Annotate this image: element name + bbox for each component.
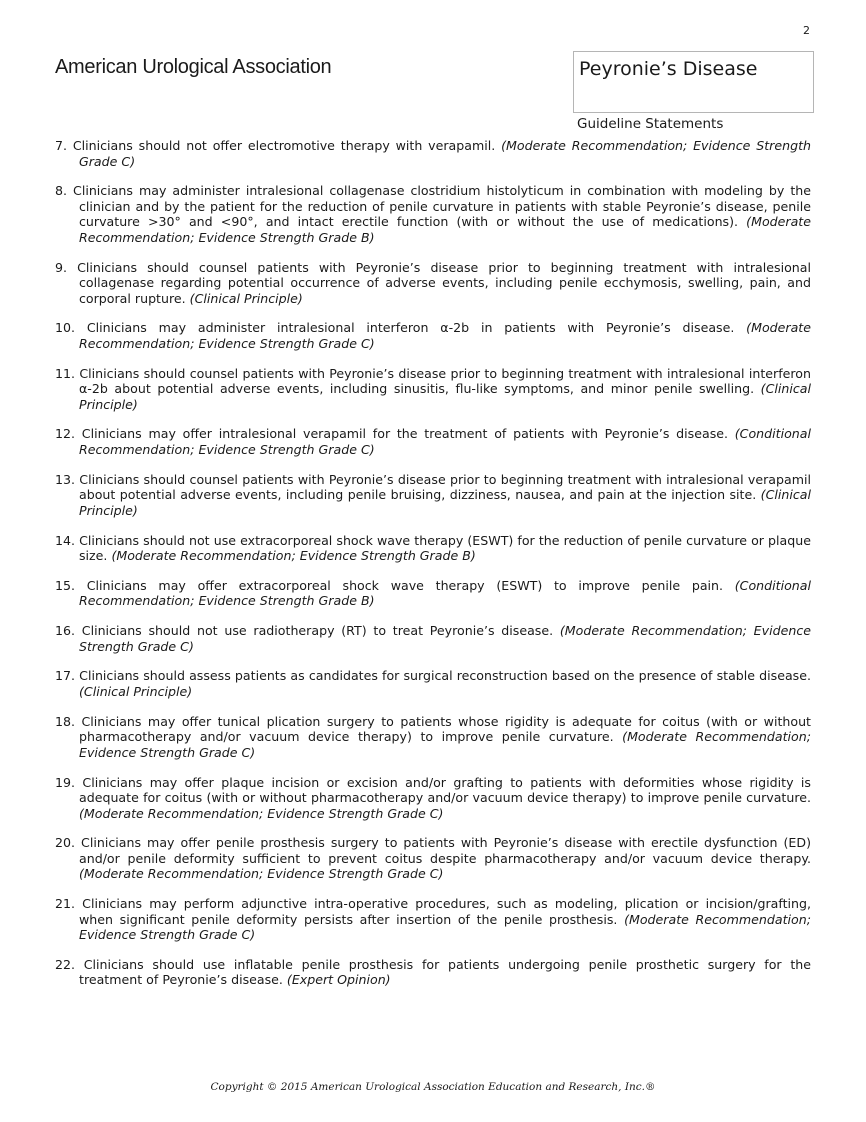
statement-text: 13. Clinicians should counsel patients with Peyronie’s disease prior to beginning treatment with intralesional verapamil about potential adverse events, including penile bruising, dizziness, nausea, and pain at the injection site. <box>55 471 811 503</box>
evidence-grade: (Clinical Principle) <box>79 683 193 699</box>
statement-text: 9. Clinicians should counsel patients with Peyronie’s disease prior to beginning treatment with intralesional collagenase regarding potential occurrence of adverse events, including penile ecchymosis, swelling, pain, and corporal rupture. <box>55 259 811 306</box>
evidence-grade: (Moderate Recommendation; Evidence Strength Grade B) <box>111 548 476 564</box>
guideline-statement <box>55 775 811 822</box>
evidence-grade: (Moderate Recommendation; Evidence Strength Grade C) <box>79 866 444 882</box>
statement-text: 20. Clinicians may offer penile prosthesis surgery to patients with Peyronie’s disease with erectile dysfunction (ED) and/or penile deformity sufficient to prevent coitus despite pharmacotherapy and/or vacuum device therapy. <box>55 835 811 866</box>
guideline-statement <box>55 533 811 564</box>
guideline-statement <box>55 138 811 169</box>
evidence-grade: (Moderate Recommendation; Evidence Strength Grade C) <box>79 623 811 654</box>
statement-text: 19. Clinicians may offer plaque incision or excision and/or grafting to patients with deformities whose rigidity is adequate for coitus (with or without pharmacotherapy and/or vacuum device therapy) to improve penile curvature. <box>55 774 811 806</box>
evidence-grade: (Clinical Principle) <box>79 381 811 412</box>
guideline-statement <box>55 957 811 988</box>
guideline-statement <box>55 183 811 245</box>
statement-text: 12. Clinicians may offer intralesional verapamil for the treatment of patients with Peyronie’s disease. <box>55 426 729 442</box>
evidence-grade: (Moderate Recommendation; Evidence Strength Grade C) <box>79 320 811 351</box>
evidence-grade: (Conditional Recommendation; Evidence Strength Grade B) <box>79 577 811 609</box>
evidence-grade: (Moderate Recommendation; Evidence Strength Grade C) <box>79 138 811 169</box>
guideline-statement <box>55 320 811 351</box>
statement-text: 8. Clinicians may administer intralesional collagenase clostridium histolyticum in combination with modeling by the clinician and by the patient for the reduction of penile curvature in patients with stable Peyronie’s disease, penile curvature >30° and <90°, and intact erectile function (with or without the use of medications). <box>55 183 811 230</box>
statement-text: 7. Clinicians should not offer electromotive therapy with verapamil. <box>55 138 496 153</box>
statement-text: 16. Clinicians should not use radiotherapy (RT) to treat Peyronie’s disease. <box>55 623 554 639</box>
guideline-statement <box>55 366 811 413</box>
statement-text: 17. Clinicians should assess patients as candidates for surgical reconstruction based on the presence of stable disease. <box>55 668 811 684</box>
section-label: Guideline Statements <box>577 116 724 132</box>
evidence-grade: (Moderate Recommendation; Evidence Strength Grade C) <box>79 805 444 821</box>
guideline-statement <box>55 668 811 699</box>
guideline-statements-list <box>55 138 811 1002</box>
guideline-statement <box>55 472 811 519</box>
guideline-statement <box>55 714 811 761</box>
guideline-statement <box>55 896 811 943</box>
statement-text: 10. Clinicians may administer intralesional interferon α-2b in patients with Peyronie’s disease. <box>55 320 735 336</box>
statement-text: 14. Clinicians should not use extracorporeal shock wave therapy (ESWT) for the reduction of penile curvature or plaque size. <box>55 532 811 564</box>
copyright-footer: Copyright © 2015 American Urological Association Education and Research, Inc.® <box>210 1081 656 1093</box>
guideline-statement <box>55 623 811 654</box>
evidence-grade: (Moderate Recommendation; Evidence Strength Grade B) <box>79 214 811 245</box>
evidence-grade: (Moderate Recommendation; Evidence Strength Grade C) <box>79 911 811 943</box>
evidence-grade: (Conditional Recommendation; Evidence Strength Grade C) <box>79 426 811 457</box>
guideline-statement <box>55 835 811 882</box>
statement-text: 22. Clinicians should use inflatable penile prosthesis for patients undergoing penile prosthetic surgery for the treatment of Peyronie’s disease. <box>55 956 811 988</box>
statement-text: 21. Clinicians may perform adjunctive intra-operative procedures, such as modeling, plication or incision/grafting, when significant penile deformity persists after insertion of the penile prosthesis. <box>55 896 811 927</box>
evidence-grade: (Clinical Principle) <box>189 290 303 306</box>
evidence-grade: (Moderate Recommendation; Evidence Strength Grade C) <box>79 729 811 760</box>
evidence-grade: (Expert Opinion) <box>286 972 391 988</box>
document-title-box <box>573 51 814 113</box>
organization-title: American Urological Association <box>55 56 332 78</box>
document-title: Peyronie’s Disease <box>579 58 758 80</box>
guideline-statement <box>55 426 811 457</box>
statement-text: 11. Clinicians should counsel patients with Peyronie’s disease prior to beginning treatment with intralesional interferon α-2b about potential adverse events, including sinusitis, flu-like symptoms, and minor penile swelling. <box>55 365 811 397</box>
guideline-statement <box>55 578 811 609</box>
page-number: 2 <box>803 24 810 37</box>
statement-text: 18. Clinicians may offer tunical plication surgery to patients whose rigidity is adequate for coitus (with or without pharmacotherapy and/or vacuum device therapy) to improve penile curvature. <box>55 713 811 745</box>
guideline-statement <box>55 260 811 307</box>
statement-text: 15. Clinicians may offer extracorporeal shock wave therapy (ESWT) to improve penile pain. <box>55 577 724 593</box>
evidence-grade: (Clinical Principle) <box>79 487 811 518</box>
